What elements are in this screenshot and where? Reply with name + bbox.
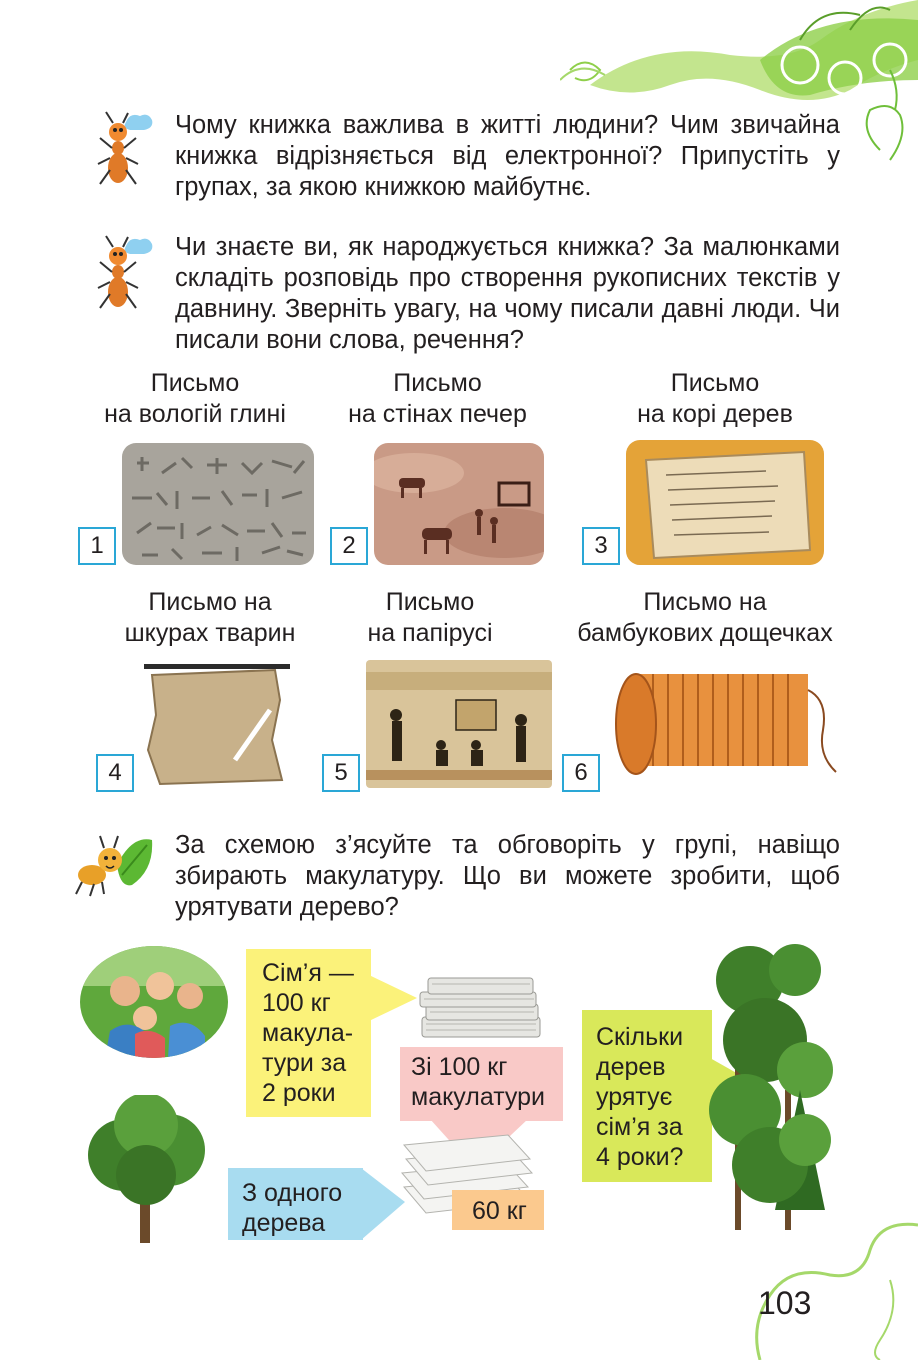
- picture-number-5: 5: [322, 754, 360, 792]
- tree-image: [84, 1095, 212, 1243]
- bubble-pointer: [361, 1168, 407, 1240]
- picture-number-4: 4: [96, 754, 134, 792]
- caption-cave-walls: Письмо на стінах печер: [348, 369, 527, 428]
- animal-skin-image: [140, 660, 290, 788]
- one-tree-text: З одного дерева: [242, 1179, 343, 1237]
- caption-clay: Письмо на вологій глині: [104, 369, 286, 428]
- caption-animal-skins: Письмо на шкурах тварин: [124, 588, 296, 647]
- ant-thinking-icon: [88, 108, 153, 188]
- question-paragraph-1: Чому книжка важлива в житті людини? Чим звичайна книжка відрізняється від електронної? Припустіть у групах, за якою книжкою майбутнє.: [175, 111, 840, 201]
- question-text: Скільки дерев урятує сім’я за 4 роки?: [596, 1023, 684, 1171]
- ant-with-leaf-icon: [72, 830, 154, 898]
- clay-tablet-image: [122, 443, 314, 565]
- page-number: 103: [758, 1285, 812, 1321]
- papyrus-image: [366, 660, 552, 788]
- caption-papyrus: Письмо на папірусі: [367, 588, 493, 647]
- bubble-pointer: [369, 975, 419, 1025]
- caption-tree-bark: Письмо на корі дерев: [637, 369, 793, 428]
- forest-image: [705, 940, 835, 1240]
- caption-bamboo: Письмо на бамбукових дощечках: [577, 588, 833, 647]
- picture-number-1: 1: [78, 527, 116, 565]
- picture-number-3: 3: [582, 527, 620, 565]
- per-100kg-text: Зі 100 кг макулатури: [411, 1053, 546, 1111]
- family-paper-text: Сім’я — 100 кг макула- тури за 2 роки: [262, 959, 354, 1107]
- bamboo-slips-image: [608, 660, 840, 788]
- picture-number-6: 6: [562, 754, 600, 792]
- picture-number-2: 2: [330, 527, 368, 565]
- birch-bark-image: [626, 440, 824, 565]
- newspaper-stack-image: [416, 972, 546, 1042]
- amount-text: 60 кг: [472, 1197, 527, 1225]
- ant-thinking-icon: [88, 232, 153, 312]
- cave-painting-image: [374, 443, 544, 565]
- question-paragraph-3: За схемою з’ясуйте та обговоріть у групі, навіщо збирають макулатуру. Що ви можете зробити, щоб урятувати дерево?: [175, 831, 840, 921]
- question-paragraph-2: Чи знаєте ви, як народжується книжка? За малюнками складіть розповідь про створення рукописних текстів у давнину. Зверніть увагу, на чому писали давні люди. Чи писали вони слова, речення?: [175, 233, 840, 354]
- family-photo-image: [80, 946, 228, 1058]
